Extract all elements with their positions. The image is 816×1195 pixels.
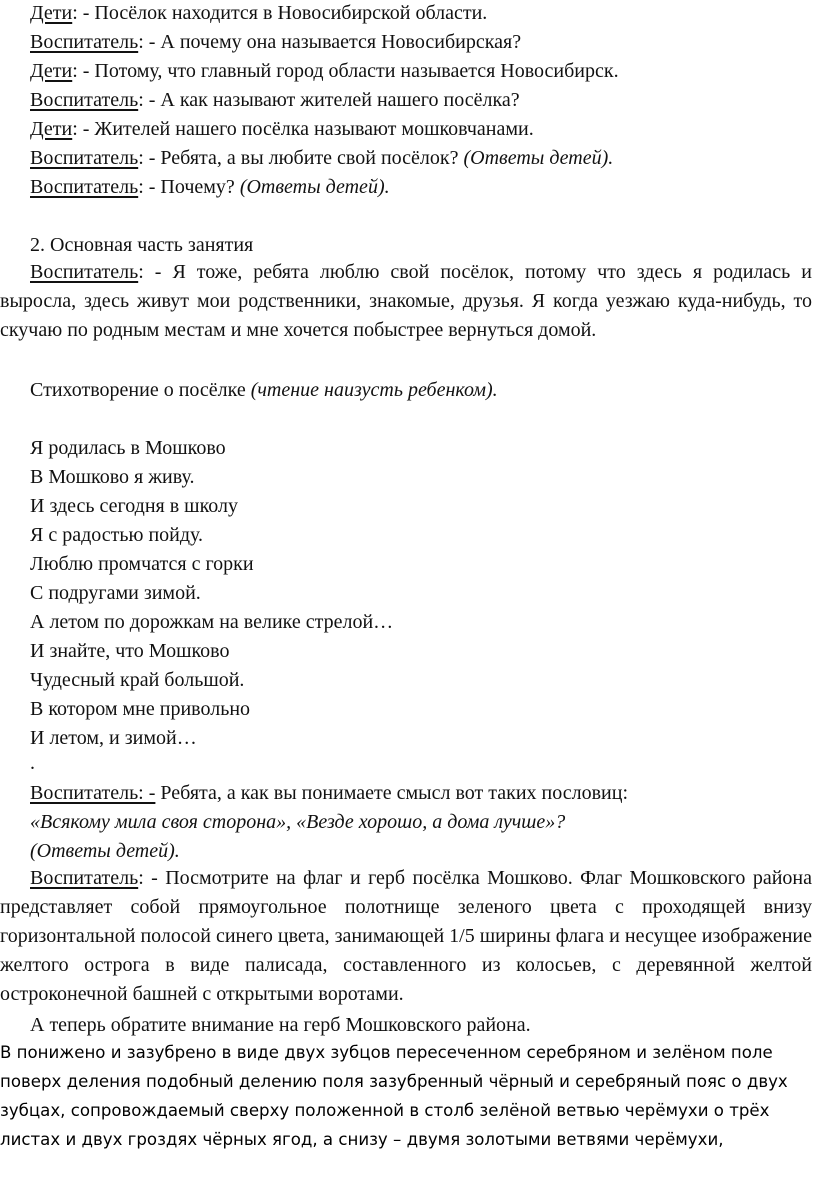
speaker-name: Воспитатель [30, 147, 139, 169]
poem-line: Люблю промчатся с горки [30, 553, 254, 575]
speaker-name: Воспитатель: - [30, 782, 156, 804]
main-paragraph [0, 258, 812, 345]
dialog-text: : - Посёлок находится в Новосибирской области. [72, 2, 488, 24]
poem-line: И летом, и зимой… [30, 727, 197, 749]
poem-line: В котором мне привольно [30, 698, 251, 720]
flag-paragraph [0, 864, 812, 1009]
dialog-text: : - Ребята, а вы любите свой посёлок? [138, 147, 464, 169]
dialog-text: : - А как называют жителей нашего посёлка? [138, 89, 520, 111]
poem-intro [30, 377, 498, 403]
speaker-name: Воспитатель [30, 867, 139, 889]
dialog-text: : - А почему она называется Новосибирская? [138, 31, 522, 53]
poem-intro-text: Стихотворение о посёлке [30, 379, 251, 401]
dialog-note: (Ответы детей). [239, 176, 390, 198]
speaker-name: Воспитатель [30, 261, 139, 283]
poem-line: В Мошково я живу. [30, 466, 195, 488]
dialog-line [30, 87, 520, 113]
speaker-name: Воспитатель [30, 31, 139, 53]
poem-line: Чудесный край большой. [30, 669, 245, 691]
dialog-text: : - Потому, что главный город области называется Новосибирск. [72, 60, 619, 82]
speaker-name: Воспитатель [30, 176, 139, 198]
speaker-name: Дети [30, 118, 73, 140]
coat-description: В понижено и зазубрено в виде двух зубцов пересеченном серебряном и зелёном поле поверх деления подобный делению поля зазубренный чёрный и серебряный пояс о двух зубцах, сопровождаемый сверху положенной в столб зелёной ветвью черёмухи о трёх листах и двух гроздях чёрных ягод, а снизу – двумя золотыми ветвями черёмухи, [0, 1043, 788, 1149]
poem-line: И знайте, что Мошково [30, 640, 230, 662]
paragraph-text: : - Я тоже, ребята люблю свой посёлок, потому что здесь я родилась и выросла, здесь живут мои родственники, знакомые, друзья. Я когда уезжаю куда-нибудь, то скучаю по родным местам и мне хочется побыстрее вернуться домой. [0, 261, 812, 341]
dialog-line [30, 0, 487, 26]
poem-line: Я с радостью пойду. [30, 524, 204, 546]
proverbs-note: (Ответы детей). [30, 840, 180, 862]
section-heading: 2. Основная часть занятия [30, 234, 254, 256]
dialog-line [30, 116, 534, 142]
dialog-note: (Ответы детей). [463, 147, 614, 169]
proverbs-question [30, 780, 628, 806]
poem-line: И здесь сегодня в школу [30, 495, 238, 517]
dialog-line [30, 145, 613, 171]
dialog-text: : - Почему? [138, 176, 240, 198]
dialog-line [30, 58, 619, 84]
poem-intro-note: (чтение наизусть ребенком). [250, 379, 498, 401]
poem-line: А летом по дорожкам на велике стрелой… [30, 611, 394, 633]
proverbs-quote: «Всякому мила своя сторона», «Везде хорошо, а дома лучше»? [30, 811, 566, 833]
speaker-name: Дети [30, 60, 73, 82]
paragraph-text: : - Посмотрите на флаг и герб посёлка Мошково. Флаг Мошковского района представляет собой прямоугольное полотнище зеленого цвета с проходящей внизу горизонтальной полосой синего цвета, занимающей 1/5 ширины флага и несущее изображение желтого острога в виде палисада, составленного из колосьев, с деревянной желтой остроконечной башней с открытыми воротами. [0, 867, 812, 1005]
coat-intro: А теперь обратите внимание на герб Мошковского района. [30, 1014, 531, 1036]
dialog-text: : - Жителей нашего посёлка называют мошковчанами. [72, 118, 534, 140]
proverbs-text: Ребята, а как вы понимаете смысл вот таких пословиц: [155, 782, 629, 804]
stray-dot: . [30, 752, 35, 774]
speaker-name: Дети [30, 2, 73, 24]
dialog-line [30, 174, 390, 200]
poem-line: Я родилась в Мошково [30, 437, 226, 459]
poem-line: С подругами зимой. [30, 582, 201, 604]
speaker-name: Воспитатель [30, 89, 139, 111]
dialog-line [30, 29, 521, 55]
